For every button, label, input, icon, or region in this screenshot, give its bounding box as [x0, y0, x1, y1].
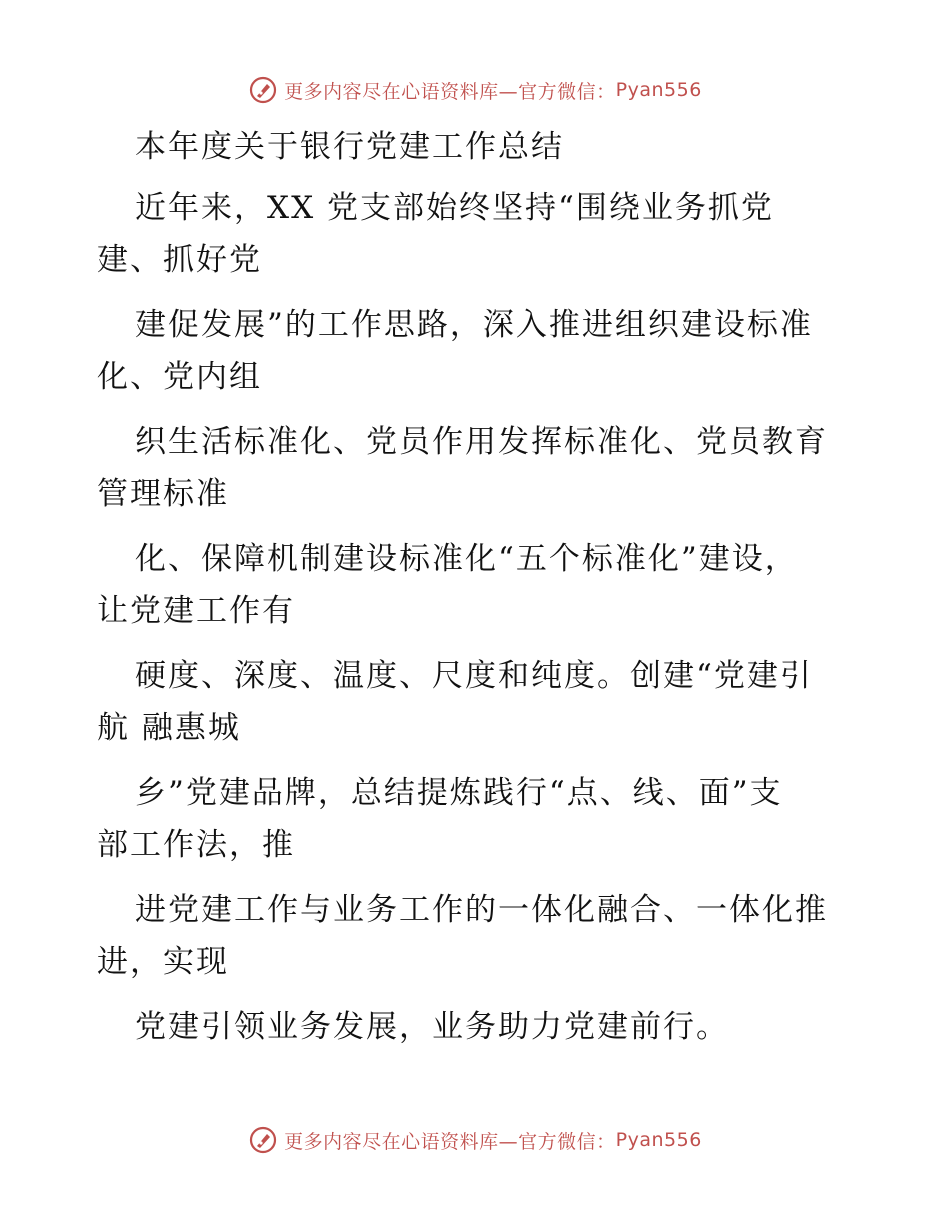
line-wrapped: 管理标准 — [97, 476, 229, 512]
pen-nib-circle-icon — [248, 1125, 278, 1155]
line-wrapped: 部工作法，推 — [97, 827, 295, 863]
banner-handle: Pyan556 — [615, 1129, 702, 1151]
header-banner — [0, 72, 950, 108]
document-title: 本年度关于银行党建工作总结 — [135, 129, 564, 165]
line-wrapped: 让党建工作有 — [97, 593, 295, 629]
line-indented: 乡”党建品牌，总结提炼践行“点、线、面”支 — [135, 775, 783, 811]
line-wrapped: 航 融惠城 — [97, 710, 241, 746]
line-indented: 织生活标准化、党员作用发挥标准化、党员教育 — [135, 424, 828, 460]
line-wrapped: 化、党内组 — [97, 359, 262, 395]
banner-text: 更多内容尽在心语资料库—官方微信： — [284, 80, 616, 103]
banner-text: 更多内容尽在心语资料库—官方微信： — [284, 1130, 616, 1153]
banner-handle: Pyan556 — [615, 79, 702, 101]
line-indented: 党建引领业务发展，业务助力党建前行。 — [135, 1009, 729, 1045]
line-indented: 建促发展”的工作思路，深入推进组织建设标准 — [135, 307, 813, 343]
footer-banner — [0, 1122, 950, 1158]
line-indented: 进党建工作与业务工作的一体化融合、一体化推 — [135, 892, 828, 928]
line-indented: 近年来，XX 党支部始终坚持“围绕业务抓党 — [135, 190, 774, 226]
line-indented: 化、保障机制建设标准化“五个标准化”建设， — [135, 541, 798, 577]
line-indented: 硬度、深度、温度、尺度和纯度。创建“党建引 — [135, 658, 813, 694]
line-wrapped: 进，实现 — [97, 944, 229, 980]
pen-nib-circle-icon — [248, 75, 278, 105]
line-wrapped: 建、抓好党 — [97, 242, 262, 278]
